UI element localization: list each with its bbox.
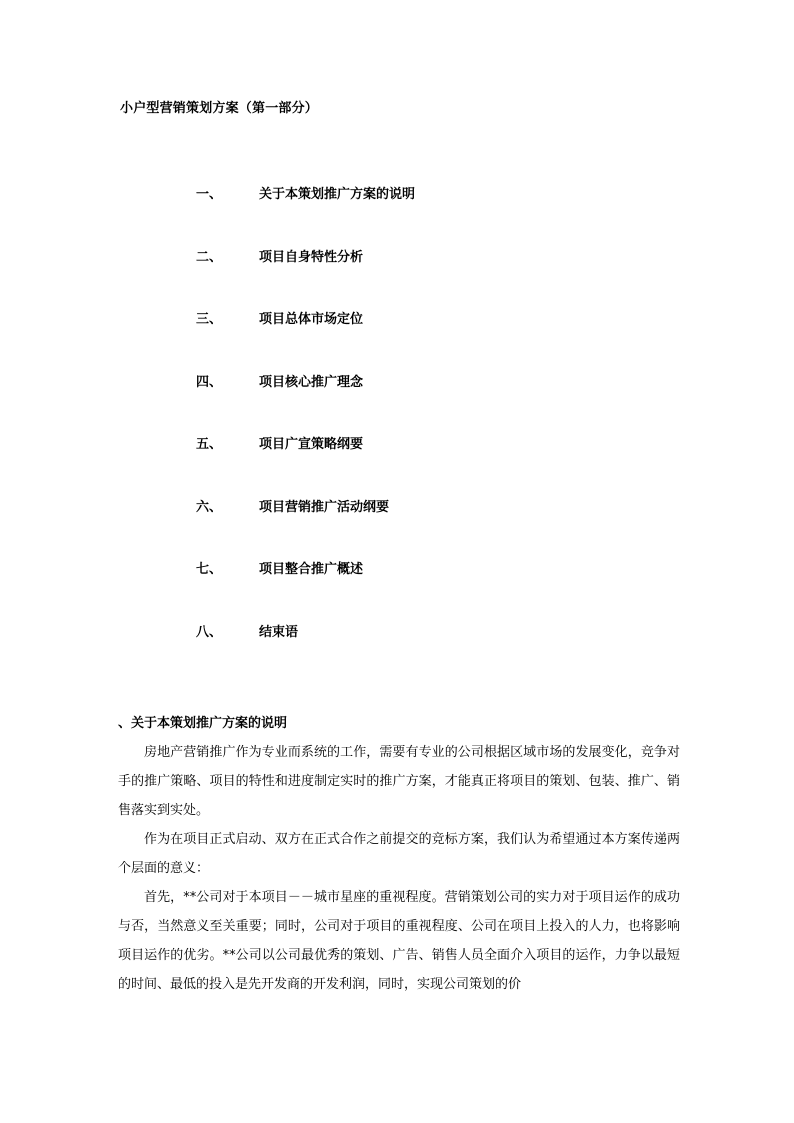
section-heading: 、关于本策划推广方案的说明	[118, 716, 288, 731]
toc-item	[196, 496, 616, 559]
toc-item	[196, 371, 616, 434]
toc-item-number: 一、	[196, 187, 223, 202]
toc-item-label: 关于本策划推广方案的说明	[259, 187, 416, 202]
toc-item-label: 项目广宣策略纲要	[259, 437, 364, 452]
toc-item	[196, 308, 616, 371]
toc-item-label: 项目核心推广理念	[259, 374, 364, 390]
toc-item-number: 三、	[196, 312, 223, 327]
toc-item-label: 项目总体市场定位	[259, 312, 364, 327]
toc-item-label: 项目整合推广概述	[259, 562, 364, 577]
toc-item-label: 结束语	[259, 624, 299, 640]
toc-item	[196, 621, 616, 684]
section-body	[118, 738, 680, 999]
toc-item	[196, 433, 616, 496]
toc-item	[196, 183, 616, 246]
toc-item	[196, 558, 616, 621]
toc-item-number: 四、	[196, 374, 223, 390]
document-title: 小户型营销策划方案（第一部分）	[120, 101, 319, 116]
body-paragraph: 首先，**公司对于本项目－－城市星座的重视程度。营销策划公司的实力对于项目运作的成功与否，当然意义至关重要；同时，公司对于项目的重视程度、公司在项目上投入的人力，也将影响项目运作的优劣。**公司以公司最优秀的策划、广告、销售人员全面介入项目的运作，力争以最短的时间、最低的投入是先开发商的开发利润，同时，实现公司策划的价	[118, 890, 680, 992]
toc-item-label: 项目营销推广活动纲要	[259, 499, 390, 515]
toc-item-label: 项目自身特性分析	[259, 249, 364, 265]
toc-item-number: 二、	[196, 249, 223, 265]
toc-item-number: 八、	[196, 624, 223, 640]
body-paragraph: 房地产营销推广作为专业而系统的工作，需要有专业的公司根据区域市场的发展变化，竞争对手的推广策略、项目的特性和进度制定实时的推广方案，才能真正将项目的策划、包装、推广、销售落实到实处。	[118, 745, 680, 818]
table-of-contents	[196, 183, 616, 683]
body-paragraph: 作为在项目正式启动、双方在正式合作之前提交的竞标方案，我们认为希望通过本方案传递两个层面的意义：	[118, 832, 680, 876]
toc-item	[196, 246, 616, 309]
toc-item-number: 六、	[196, 499, 223, 515]
toc-item-number: 五、	[196, 437, 223, 452]
toc-item-number: 七、	[196, 562, 223, 577]
